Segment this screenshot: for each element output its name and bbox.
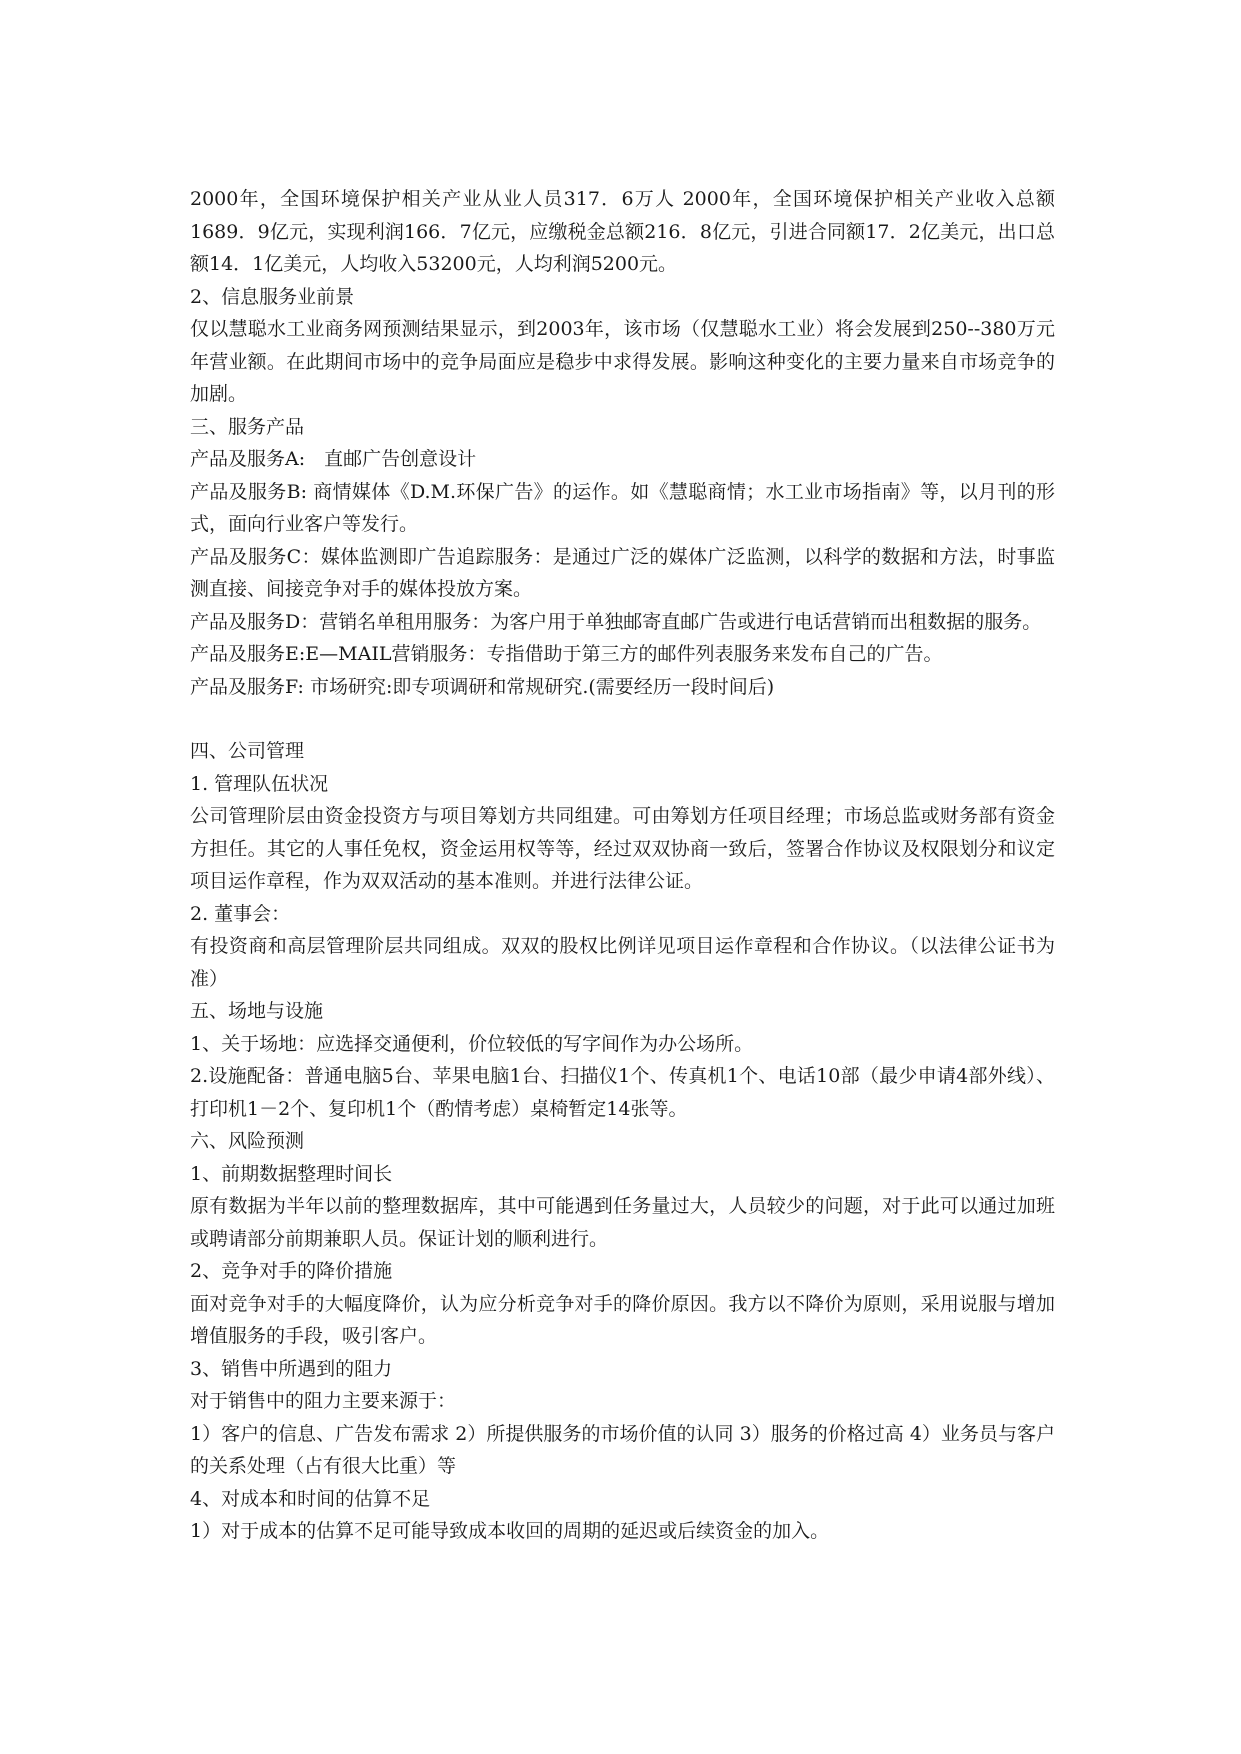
paragraph-risk-2: 面对竞争对手的大幅度降价，认为应分析竞争对手的降价原因。我方以不降价为原则，采用说服与增加增值服务的手段，吸引客户。 (190, 1292, 1055, 1347)
heading-risk-3: 3、销售中所遇到的阻力 (190, 1357, 393, 1380)
paragraph-product-a: 产品及服务A: 直邮广告创意设计 (190, 448, 477, 470)
paragraph-board: 有投资商和高层管理阶层共同组成。双双的股权比例详见项目运作章程和合作协议。（以法律公证书为准） (190, 935, 1055, 990)
paragraph-site: 1、关于场地：应选择交通便利，价位较低的写字间作为办公场所。 (190, 1032, 754, 1055)
heading-risk-4: 4、对成本和时间的估算不足 (190, 1487, 431, 1510)
heading-company-management: 四、公司管理 (190, 740, 305, 762)
heading-risk-forecast: 六、风险预测 (190, 1130, 305, 1152)
paragraph-product-c: 产品及服务C：媒体监测即广告追踪服务：是通过广泛的媒体广泛监测，以科学的数据和方法，时事监测直接、间接竞争对手的媒体投放方案。 (190, 545, 1055, 600)
heading-site-facilities: 五、场地与设施 (190, 1000, 324, 1022)
heading-info-service-outlook: 2、信息服务业前景 (190, 285, 355, 308)
paragraph-risk-3-list: 1）客户的信息、广告发布需求 2）所提供服务的市场价值的认同 3）服务的价格过高 4）业务员与客户的关系处理（占有很大比重）等 (190, 1422, 1055, 1477)
document-body (190, 183, 1055, 1548)
paragraph-product-f: 产品及服务F: 市场研究:即专项调研和常规研究.(需要经历一段时间后) (190, 675, 775, 698)
heading-risk-2: 2、竞争对手的降价措施 (190, 1260, 393, 1282)
paragraph-product-e: 产品及服务E:E—MAIL营销服务：专指借助于第三方的邮件列表服务来发布自己的广告。 (190, 643, 943, 665)
paragraph-risk-1: 原有数据为半年以前的整理数据库，其中可能遇到任务量过大，人员较少的问题，对于此可以通过加班或聘请部分前期兼职人员。保证计划的顺利进行。 (190, 1195, 1055, 1250)
heading-management-team: 1. 管理队伍状况 (190, 772, 329, 795)
paragraph-product-d: 产品及服务D：营销名单租用服务：为客户用于单独邮寄直邮广告或进行电话营销而出租数据的服务。 (190, 610, 1042, 633)
paragraph-product-b: 产品及服务B: 商情媒体《D.M.环保广告》的运作。如《慧聪商情；水工业市场指南》等，以月刊的形式，面向行业客户等发行。 (190, 480, 1055, 535)
paragraph-industry-stats: 2000年，全国环境保护相关产业从业人员317．6万人 2000年，全国环境保护相关产业收入总额1689．9亿元，实现利润166．7亿元，应缴税金总额216．8亿元，引进合同额17．2亿美元，出口总额14．1亿美元，人均收入53200元，人均利润5200元。 (190, 188, 1055, 275)
paragraph-facilities: 2.设施配备：普通电脑5台、苹果电脑1台、扫描仪1个、传真机1个、电话10部（最少申请4部外线）、打印机1－2个、复印机1个（酌情考虑）桌椅暂定14张等。 (190, 1065, 1055, 1120)
paragraph-market-forecast: 仅以慧聪水工业商务网预测结果显示，到2003年，该市场（仅慧聪水工业）将会发展到250--380万元年营业额。在此期间市场中的竞争局面应是稳步中求得发展。影响这种变化的主要力量来自市场竞争的加剧。 (190, 318, 1055, 405)
heading-risk-1: 1、前期数据整理时间长 (190, 1162, 393, 1185)
paragraph-risk-3-intro: 对于销售中的阻力主要来源于： (190, 1390, 457, 1412)
paragraph-risk-4-1: 1）对于成本的估算不足可能导致成本收回的周期的延迟或后续资金的加入。 (190, 1520, 830, 1542)
heading-board: 2. 董事会： (190, 902, 291, 925)
paragraph-management-team: 公司管理阶层由资金投资方与项目筹划方共同组建。可由筹划方任项目经理；市场总监或财务部有资金方担任。其它的人事任免权，资金运用权等等，经过双双协商一致后，签署合作协议及权限划分和议定项目运作章程，作为双双活动的基本准则。并进行法律公证。 (190, 805, 1055, 892)
heading-service-products: 三、服务产品 (190, 415, 305, 438)
